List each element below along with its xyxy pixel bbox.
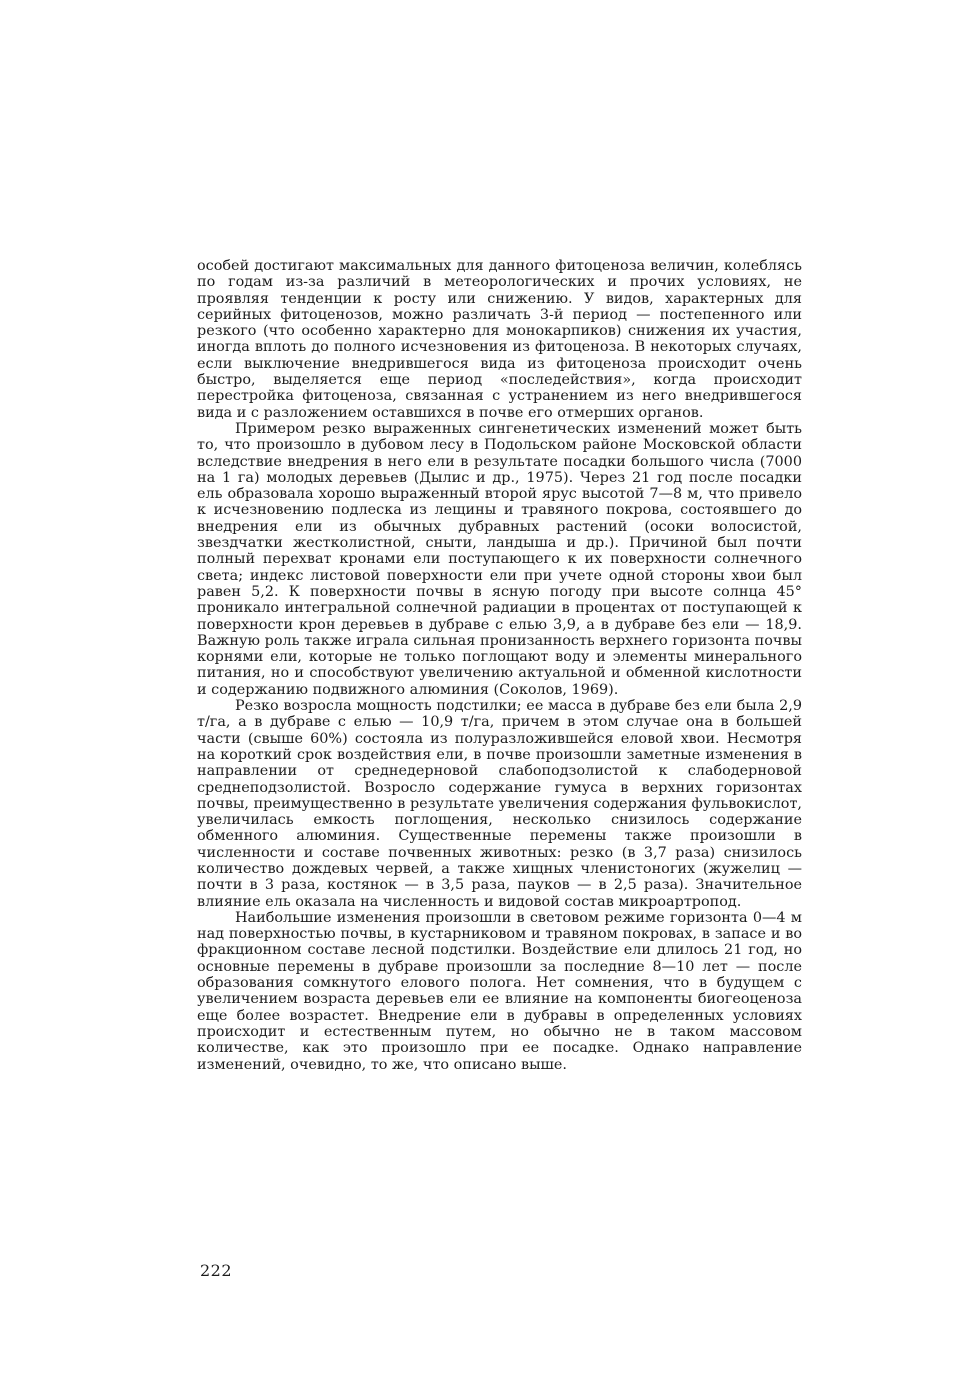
paragraph-litter-changes: Резко возросла мощность подстилки; ее масса в дубраве без ели была 2,9 т/га, а в дубраве с елью — 10,9 т/га, причем в этом случае она в большей части (свыше 60%) состояла из полуразложившейся еловой хвои. Несмотря на короткий срок воздействия ели, в почве произошли заметные изменения в направлении от среднедерновой слабоподзолистой к слабодерновой среднеподзолистой. Возросло содержание гумуса в верхних горизонтах почвы, преимущественно в результате увеличения содержания фульвокислот, увеличилась емкость поглощения, несколько снизилось содержание обменного алюминия. Существенные перемены также произошли в численности и составе почвенных животных: резко (в 3,7 раза) снизилось количество дождевых червей, а также хищных членистоногих (жужелиц — почти в 3 раза, костянок — в 3,5 раза, пауков — в 2,5 раза). Значительное влияние ель оказала на численность и видовой состав микроартропод. xyxy=(197,698,802,910)
paragraph-major-changes: Наибольшие изменения произошли в световом режиме горизонта 0—4 м над поверхностью почвы, в кустарниковом и травяном покровах, в запасе и во фракционном составе лесной подстилки. Воздействие ели длилось 21 год, но основные перемены в дубраве произошли за последние 8—10 лет — после образования сомкнутого елового полога. Нет сомнения, что в будущем с увеличением возраста деревьев ели ее влияние на компоненты биогеоценоза еще более возрастет. Внедрение ели в дубравы в определенных условиях происходит и естественным путем, но обычно не в таком массовом количестве, как это произошло при ее посадке. Однако направление изменений, очевидно, то же, что описано выше. xyxy=(197,909,802,1073)
page-number: 222 xyxy=(200,1261,233,1280)
paragraph-continuation: особей достигают максимальных для данного фитоценоза величин, колеблясь по годам из-за различий в метеорологических и прочих условиях, не проявляя тенденции к росту или снижению. У видов, характерных для серийных фитоценозов, можно различать 3-й период — постепенного или резкого (что особенно характерно для монокарпиков) снижения их участия, иногда вплоть до полного исчезновения из фитоценоза. В некоторых случаях, если выключение внедрившегося вида из фитоценоза происходит очень быстро, выделяется еще период «последействия», когда происходит перестройка фитоценоза, связанная с устранением из него внедрившегося вида и с разложением оставшихся в почве его отмерших органов. xyxy=(197,258,802,421)
paragraph-spruce-example: Примером резко выраженных сингенетических изменений может быть то, что произошло в дубовом лесу в Подольском районе Московской области вследствие внедрения в него ели в результате посадки большого числа (7000 на 1 га) молодых деревьев (Дылис и др., 1975). Через 21 год после посадки ель образовала хорошо выраженный второй ярус высотой 7—8 м, что привело к исчезновению подлеска из лещины и травяного покрова, состоявшего до внедрения ели из обычных дубравных растений (осоки волосистой, звездчатки жестколистной, сныти, ландыша и др.). Причиной был почти полный перехват кронами ели поступающего к их поверхности солнечного света; индекс листовой поверхности ели при учете одной стороны хвои был равен 5,2. К поверхности почвы в ясную погоду при высоте солнца 45° проникало интегральной солнечной радиации в процентах от поступающей к поверхности крон деревьев в дубраве с елью 3,9, а в дубраве без ели — 18,9. Важную роль также играла сильная пронизанность верхнего горизонта почвы корнями ели, которые не только поглощают воду и элементы минерального питания, но и способствуют увеличению актуальной и обменной кислотности и содержанию подвижного алюминия (Соколов, 1969). xyxy=(197,420,802,698)
body-text xyxy=(197,258,802,1073)
